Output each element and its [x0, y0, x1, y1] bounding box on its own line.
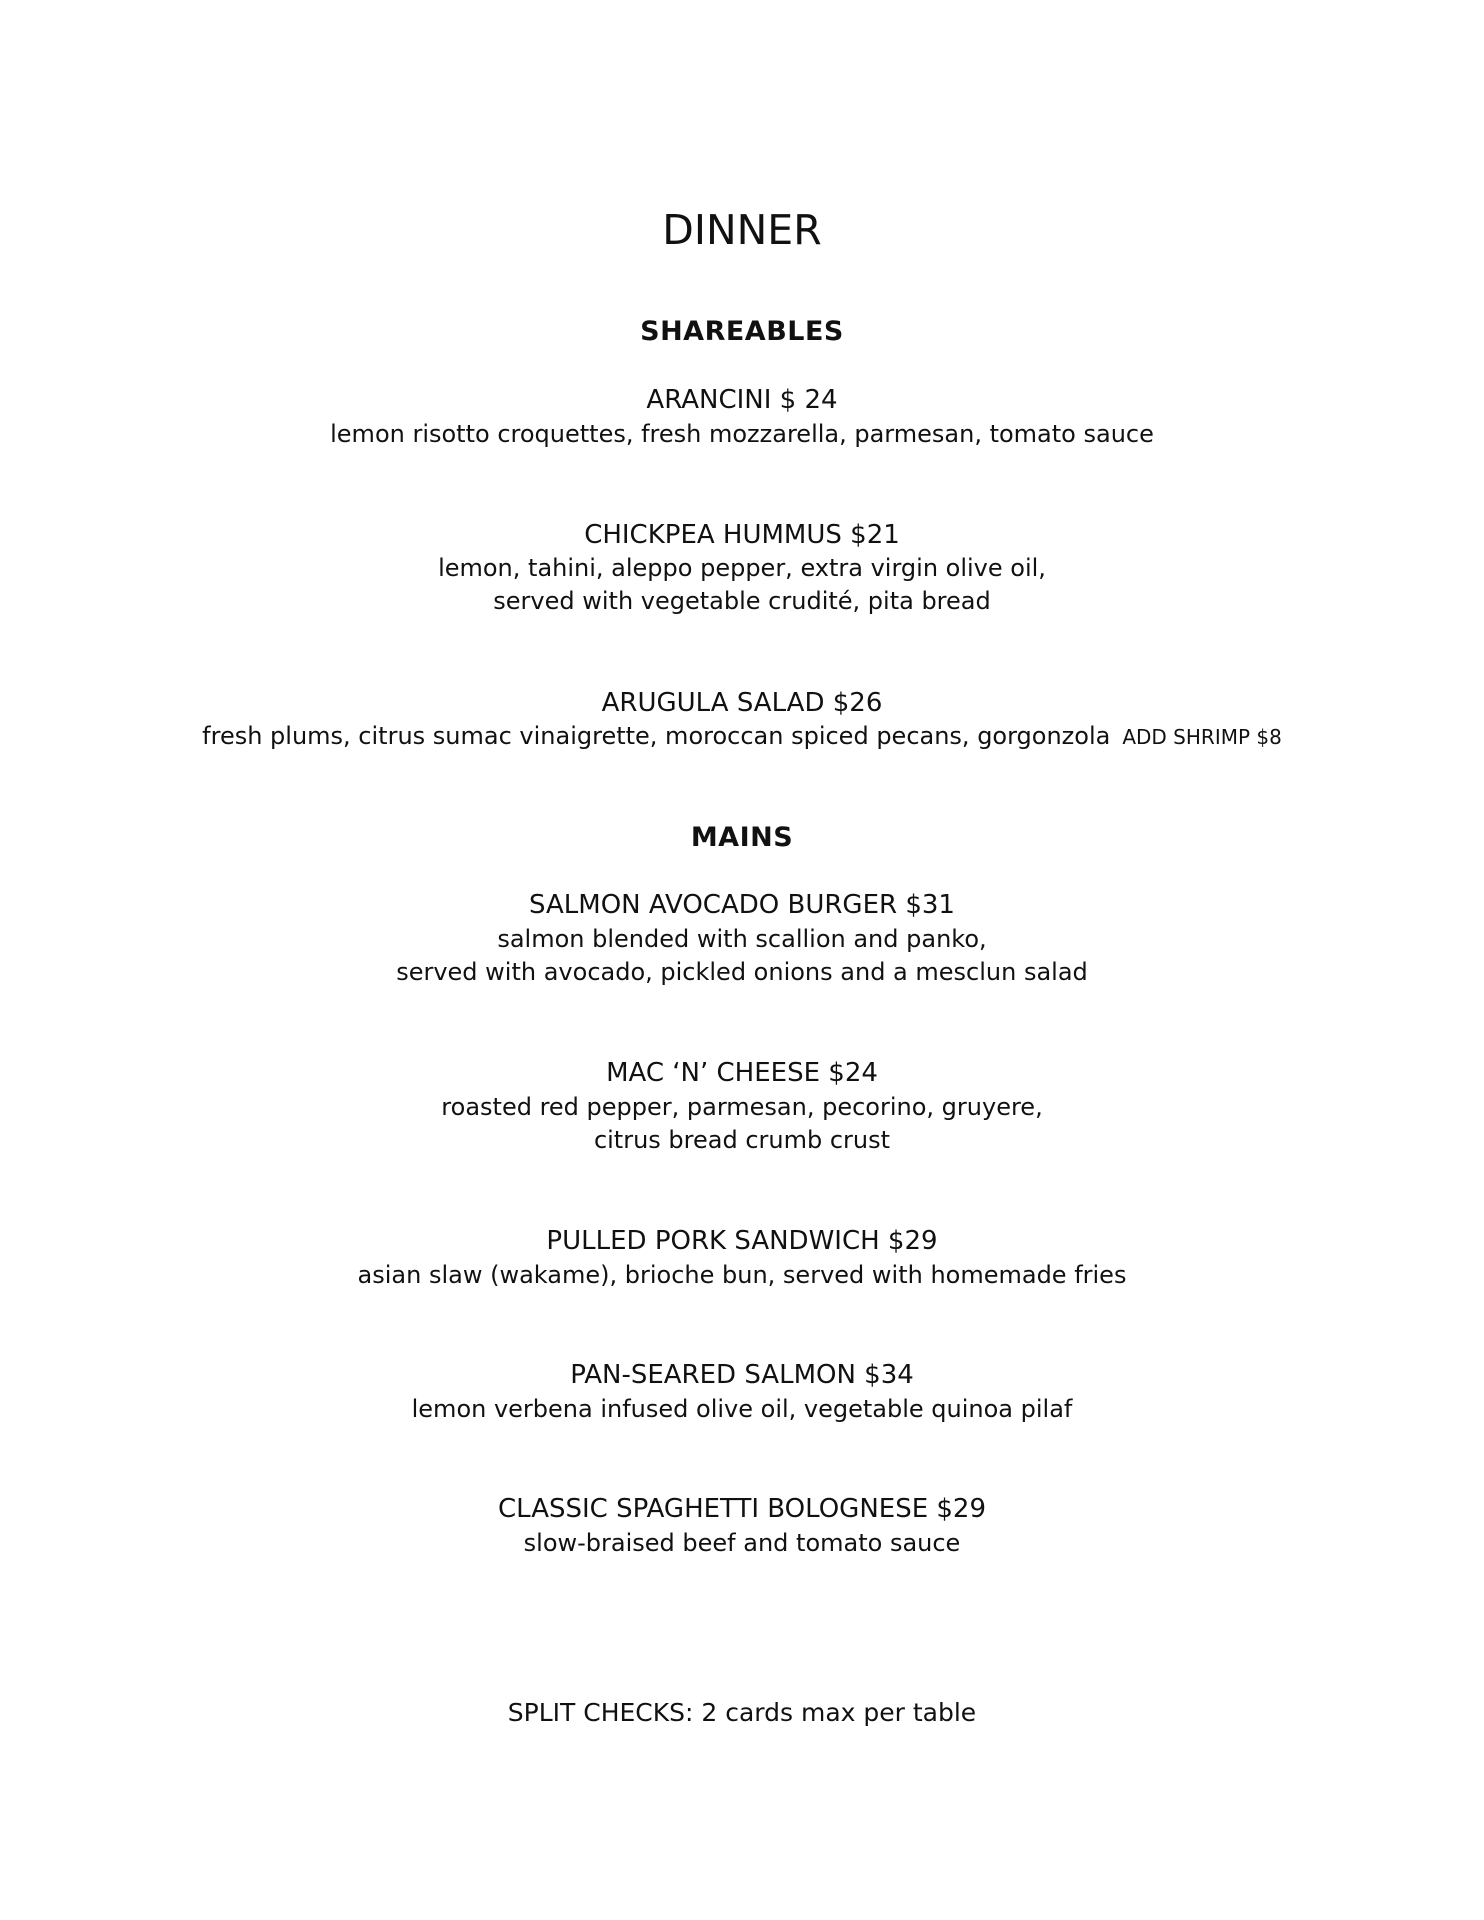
menu-title: DINNER — [662, 206, 822, 254]
menu-item-heading-mac-n-cheese: MAC ‘N’ CHEESE $24 — [606, 1058, 878, 1088]
menu-item-description-mac-n-cheese: citrus bread crumb crust — [593, 1126, 891, 1154]
menu-item-description-arancini: lemon risotto croquettes, fresh mozzarella, parmesan, tomato sauce — [330, 420, 1154, 448]
menu-item-description-arugula-salad — [0, 722, 1484, 751]
menu-item-heading-pan-seared-salmon: PAN-SEARED SALMON $34 — [570, 1360, 914, 1390]
menu-item-description-salmon-avocado-burger: served with avocado, pickled onions and a mesclun salad — [396, 958, 1088, 986]
menu-item-heading-spaghetti-bolognese: CLASSIC SPAGHETTI BOLOGNESE $29 — [497, 1494, 987, 1524]
menu-item-description-pulled-pork-sandwich: asian slaw (wakame), brioche bun, served with homemade fries — [357, 1261, 1127, 1289]
menu-item-heading-arugula-salad: ARUGULA SALAD $26 — [601, 688, 883, 718]
arugula-description-text: fresh plums, citrus sumac vinaigrette, moroccan spiced pecans, gorgonzola — [202, 722, 1111, 750]
menu-item-description-pan-seared-salmon: lemon verbena infused olive oil, vegetable quinoa pilaf — [411, 1395, 1073, 1423]
menu-item-heading-chickpea-hummus: CHICKPEA HUMMUS $21 — [584, 520, 900, 550]
split-checks-note: SPLIT CHECKS: 2 cards max per table — [507, 1698, 977, 1727]
menu-item-description-spaghetti-bolognese: slow-braised beef and tomato sauce — [523, 1529, 961, 1557]
menu-item-description-chickpea-hummus: served with vegetable crudité, pita bread — [493, 587, 991, 615]
menu-item-heading-salmon-avocado-burger: SALMON AVOCADO BURGER $31 — [529, 890, 955, 920]
menu-item-heading-pulled-pork-sandwich: PULLED PORK SANDWICH $29 — [546, 1226, 938, 1256]
menu-item-heading-arancini: ARANCINI $ 24 — [646, 385, 838, 415]
menu-item-description-mac-n-cheese: roasted red pepper, parmesan, pecorino, gruyere, — [441, 1093, 1043, 1121]
menu-item-description-chickpea-hummus: lemon, tahini, aleppo pepper, extra virgin olive oil, — [438, 554, 1046, 582]
section-heading-mains: MAINS — [690, 822, 794, 853]
section-heading-shareables: SHAREABLES — [640, 316, 844, 347]
add-shrimp-addon: ADD SHRIMP $8 — [1122, 725, 1282, 749]
menu-item-description-salmon-avocado-burger: salmon blended with scallion and panko, — [497, 925, 987, 953]
